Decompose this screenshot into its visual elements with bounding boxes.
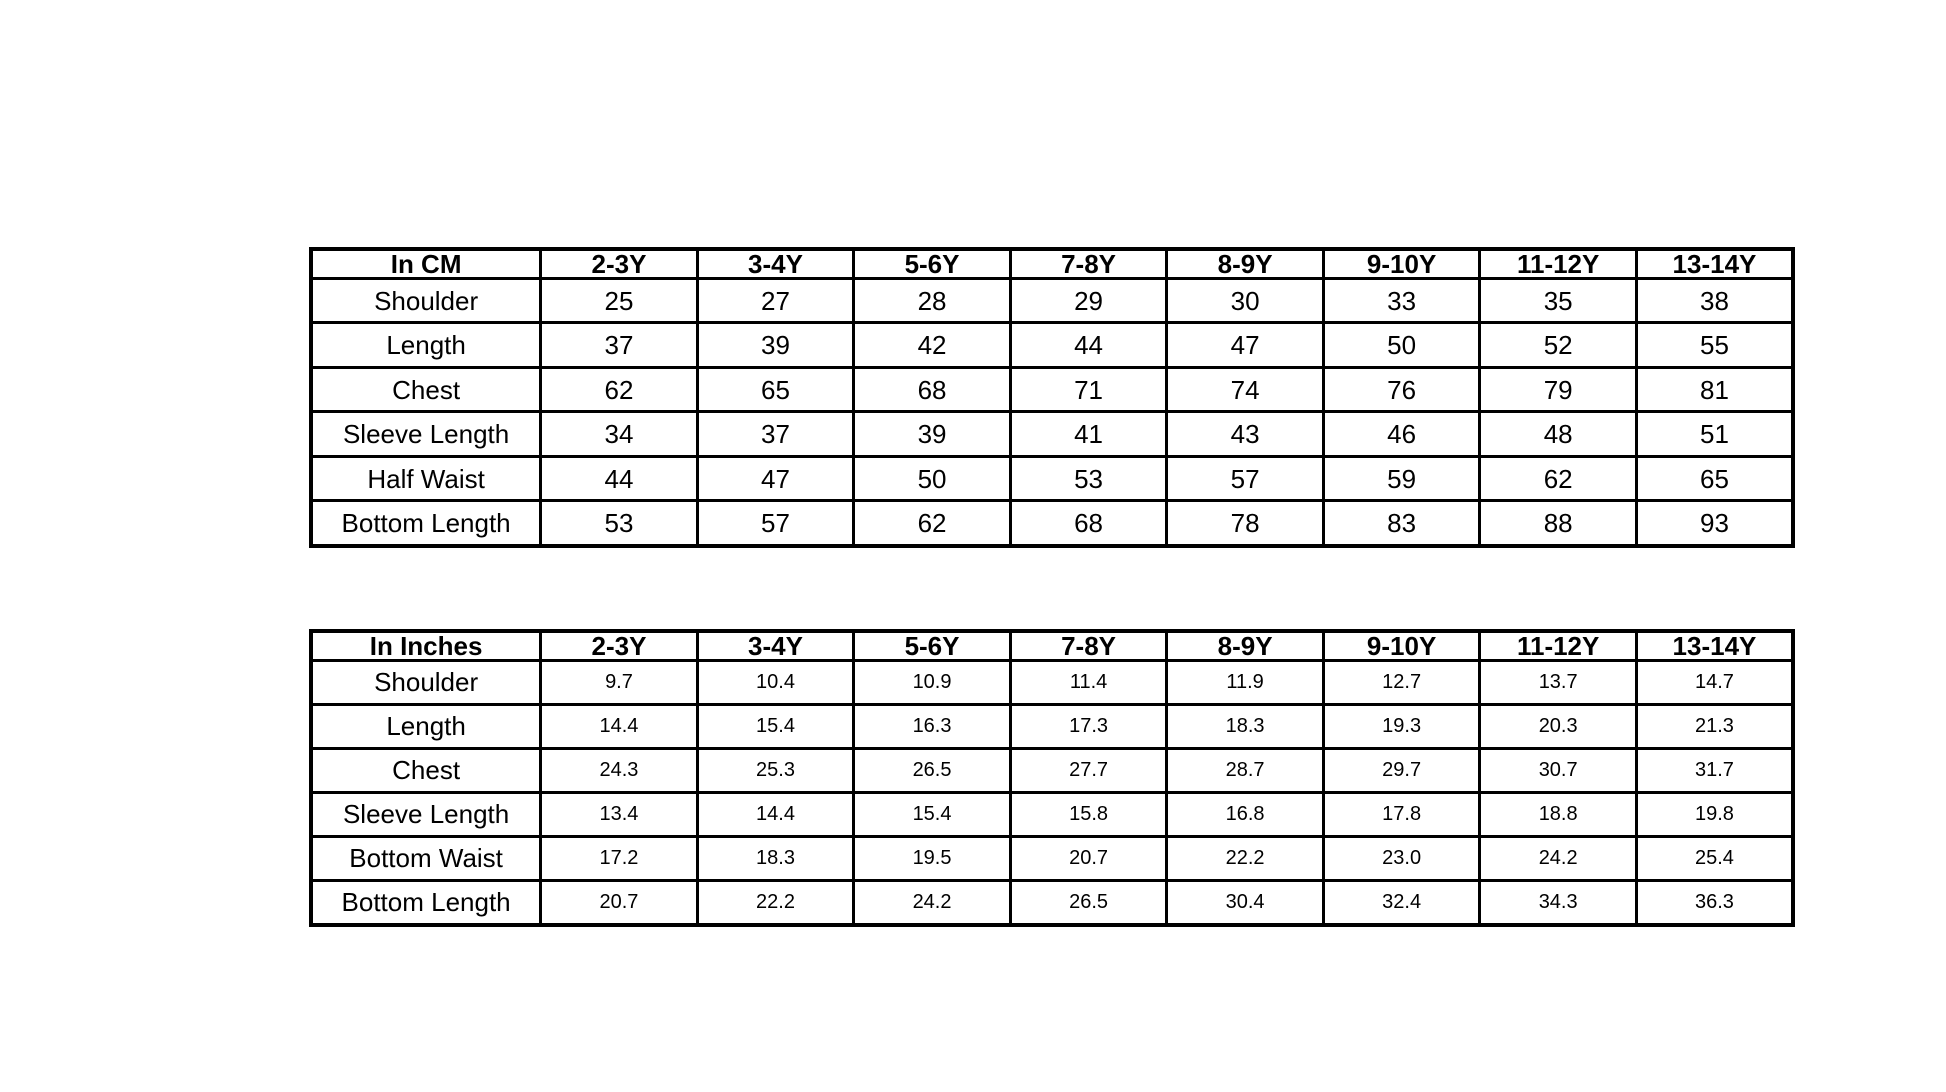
measurement-cell: 50 xyxy=(854,456,1011,500)
measurement-cell: 83 xyxy=(1323,501,1480,546)
measurement-cell: 17.2 xyxy=(541,836,698,880)
table-row xyxy=(311,748,1793,792)
measurement-cell: 20.7 xyxy=(1010,836,1167,880)
measurement-cell: 39 xyxy=(854,412,1011,456)
measurement-cell: 34.3 xyxy=(1480,880,1637,925)
measurement-cell: 17.8 xyxy=(1323,792,1480,836)
unit-header-cell: In Inches xyxy=(311,631,541,661)
size-column-header: 11-12Y xyxy=(1480,249,1637,279)
table-row xyxy=(311,661,1793,705)
measurement-cell: 78 xyxy=(1167,501,1324,546)
size-column-header: 7-8Y xyxy=(1010,249,1167,279)
header-row xyxy=(311,249,1793,279)
measurement-cell: 24.2 xyxy=(1480,836,1637,880)
size-column-header: 9-10Y xyxy=(1323,249,1480,279)
row-label: Sleeve Length xyxy=(311,792,541,836)
measurement-cell: 14.4 xyxy=(697,792,854,836)
row-label: Shoulder xyxy=(311,661,541,705)
measurement-cell: 50 xyxy=(1323,323,1480,367)
measurement-cell: 44 xyxy=(541,456,698,500)
size-table-cm xyxy=(309,247,1795,548)
measurement-cell: 26.5 xyxy=(854,748,1011,792)
row-label: Shoulder xyxy=(311,279,541,323)
size-column-header: 9-10Y xyxy=(1323,631,1480,661)
measurement-cell: 31.7 xyxy=(1636,748,1793,792)
size-column-header: 8-9Y xyxy=(1167,249,1324,279)
measurement-cell: 79 xyxy=(1480,367,1637,411)
measurement-cell: 81 xyxy=(1636,367,1793,411)
size-column-header: 5-6Y xyxy=(854,249,1011,279)
table-row xyxy=(311,279,1793,323)
measurement-cell: 29.7 xyxy=(1323,748,1480,792)
measurement-cell: 30.7 xyxy=(1480,748,1637,792)
measurement-cell: 55 xyxy=(1636,323,1793,367)
unit-header-cell: In CM xyxy=(311,249,541,279)
row-label: Length xyxy=(311,704,541,748)
measurement-cell: 44 xyxy=(1010,323,1167,367)
measurement-cell: 93 xyxy=(1636,501,1793,546)
table-row xyxy=(311,456,1793,500)
measurement-cell: 71 xyxy=(1010,367,1167,411)
measurement-cell: 19.8 xyxy=(1636,792,1793,836)
size-column-header: 13-14Y xyxy=(1636,631,1793,661)
measurement-cell: 10.4 xyxy=(697,661,854,705)
size-column-header: 7-8Y xyxy=(1010,631,1167,661)
measurement-cell: 47 xyxy=(697,456,854,500)
measurement-cell: 15.4 xyxy=(697,704,854,748)
measurement-cell: 24.2 xyxy=(854,880,1011,925)
measurement-cell: 25.4 xyxy=(1636,836,1793,880)
table-row xyxy=(311,792,1793,836)
measurement-cell: 29 xyxy=(1010,279,1167,323)
measurement-cell: 41 xyxy=(1010,412,1167,456)
measurement-cell: 32.4 xyxy=(1323,880,1480,925)
row-label: Chest xyxy=(311,748,541,792)
measurement-cell: 62 xyxy=(1480,456,1637,500)
measurement-cell: 19.3 xyxy=(1323,704,1480,748)
measurement-cell: 28 xyxy=(854,279,1011,323)
measurement-cell: 19.5 xyxy=(854,836,1011,880)
measurement-cell: 16.3 xyxy=(854,704,1011,748)
measurement-cell: 27 xyxy=(697,279,854,323)
measurement-cell: 51 xyxy=(1636,412,1793,456)
measurement-cell: 30 xyxy=(1167,279,1324,323)
table-row xyxy=(311,367,1793,411)
measurement-cell: 21.3 xyxy=(1636,704,1793,748)
measurement-cell: 22.2 xyxy=(1167,836,1324,880)
measurement-cell: 18.3 xyxy=(1167,704,1324,748)
measurement-cell: 24.3 xyxy=(541,748,698,792)
measurement-cell: 76 xyxy=(1323,367,1480,411)
measurement-cell: 57 xyxy=(697,501,854,546)
size-column-header: 3-4Y xyxy=(697,631,854,661)
measurement-cell: 37 xyxy=(541,323,698,367)
row-label: Sleeve Length xyxy=(311,412,541,456)
measurement-cell: 43 xyxy=(1167,412,1324,456)
measurement-cell: 15.8 xyxy=(1010,792,1167,836)
measurement-cell: 30.4 xyxy=(1167,880,1324,925)
measurement-cell: 15.4 xyxy=(854,792,1011,836)
measurement-cell: 46 xyxy=(1323,412,1480,456)
measurement-cell: 18.8 xyxy=(1480,792,1637,836)
header-row xyxy=(311,631,1793,661)
table-row xyxy=(311,501,1793,546)
row-label: Bottom Waist xyxy=(311,836,541,880)
row-label: Bottom Length xyxy=(311,880,541,925)
measurement-cell: 36.3 xyxy=(1636,880,1793,925)
measurement-cell: 47 xyxy=(1167,323,1324,367)
measurement-cell: 28.7 xyxy=(1167,748,1324,792)
measurement-cell: 57 xyxy=(1167,456,1324,500)
table-row xyxy=(311,412,1793,456)
measurement-cell: 18.3 xyxy=(697,836,854,880)
table-row xyxy=(311,880,1793,925)
table-row xyxy=(311,704,1793,748)
measurement-cell: 53 xyxy=(541,501,698,546)
measurement-cell: 37 xyxy=(697,412,854,456)
measurement-cell: 27.7 xyxy=(1010,748,1167,792)
size-column-header: 2-3Y xyxy=(541,249,698,279)
measurement-cell: 62 xyxy=(854,501,1011,546)
measurement-cell: 14.7 xyxy=(1636,661,1793,705)
table-row xyxy=(311,323,1793,367)
measurement-cell: 65 xyxy=(697,367,854,411)
measurement-cell: 12.7 xyxy=(1323,661,1480,705)
size-column-header: 2-3Y xyxy=(541,631,698,661)
measurement-cell: 35 xyxy=(1480,279,1637,323)
measurement-cell: 42 xyxy=(854,323,1011,367)
measurement-cell: 48 xyxy=(1480,412,1637,456)
row-label: Bottom Length xyxy=(311,501,541,546)
row-label: Length xyxy=(311,323,541,367)
measurement-cell: 10.9 xyxy=(854,661,1011,705)
measurement-cell: 14.4 xyxy=(541,704,698,748)
measurement-cell: 13.4 xyxy=(541,792,698,836)
measurement-cell: 65 xyxy=(1636,456,1793,500)
measurement-cell: 39 xyxy=(697,323,854,367)
measurement-cell: 20.3 xyxy=(1480,704,1637,748)
measurement-cell: 59 xyxy=(1323,456,1480,500)
measurement-cell: 25.3 xyxy=(697,748,854,792)
measurement-cell: 26.5 xyxy=(1010,880,1167,925)
size-table-inches xyxy=(309,629,1795,927)
size-column-header: 8-9Y xyxy=(1167,631,1324,661)
size-column-header: 11-12Y xyxy=(1480,631,1637,661)
size-column-header: 3-4Y xyxy=(697,249,854,279)
row-label: Chest xyxy=(311,367,541,411)
measurement-cell: 25 xyxy=(541,279,698,323)
measurement-cell: 74 xyxy=(1167,367,1324,411)
measurement-cell: 53 xyxy=(1010,456,1167,500)
measurement-cell: 9.7 xyxy=(541,661,698,705)
measurement-cell: 22.2 xyxy=(697,880,854,925)
measurement-cell: 52 xyxy=(1480,323,1637,367)
measurement-cell: 11.4 xyxy=(1010,661,1167,705)
measurement-cell: 20.7 xyxy=(541,880,698,925)
measurement-cell: 88 xyxy=(1480,501,1637,546)
table-row xyxy=(311,836,1793,880)
size-column-header: 13-14Y xyxy=(1636,249,1793,279)
measurement-cell: 11.9 xyxy=(1167,661,1324,705)
measurement-cell: 34 xyxy=(541,412,698,456)
measurement-cell: 68 xyxy=(1010,501,1167,546)
measurement-cell: 33 xyxy=(1323,279,1480,323)
measurement-cell: 23.0 xyxy=(1323,836,1480,880)
measurement-cell: 38 xyxy=(1636,279,1793,323)
row-label: Half Waist xyxy=(311,456,541,500)
measurement-cell: 13.7 xyxy=(1480,661,1637,705)
measurement-cell: 16.8 xyxy=(1167,792,1324,836)
measurement-cell: 68 xyxy=(854,367,1011,411)
measurement-cell: 62 xyxy=(541,367,698,411)
measurement-cell: 17.3 xyxy=(1010,704,1167,748)
size-column-header: 5-6Y xyxy=(854,631,1011,661)
